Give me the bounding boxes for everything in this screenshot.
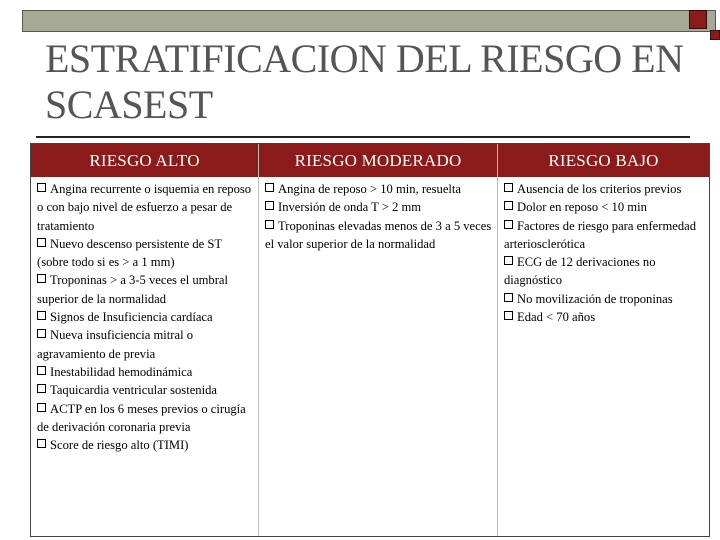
risk-criterion-item <box>504 308 705 326</box>
checkbox-bullet-icon <box>37 384 46 393</box>
checkbox-bullet-icon <box>504 201 513 210</box>
checkbox-bullet-icon <box>37 366 46 375</box>
risk-criterion-text: Nueva insuficiencia mitral o agravamiento de previa <box>37 328 194 361</box>
checkbox-bullet-icon <box>37 403 46 412</box>
risk-criterion-text: ECG de 12 derivaciones no diagnóstico <box>504 255 656 288</box>
risk-criterion-item <box>504 180 705 198</box>
risk-criterion-text: Troponinas elevadas menos de 3 a 5 veces el valor superior de la normalidad <box>265 218 492 251</box>
column-high-risk <box>31 144 258 536</box>
risk-criterion-item <box>37 180 254 235</box>
checkbox-bullet-icon <box>504 183 513 192</box>
risk-criterion-item <box>37 326 254 363</box>
risk-criterion-item <box>265 198 493 216</box>
column-body-moderate-risk <box>259 177 497 253</box>
checkbox-bullet-icon <box>504 256 513 265</box>
risk-criterion-text: Edad < 70 años <box>517 310 596 325</box>
decorative-square-small <box>710 30 720 40</box>
checkbox-bullet-icon <box>504 311 513 320</box>
risk-criterion-text: Score de riesgo alto (TIMI) <box>50 438 189 453</box>
risk-criterion-text: ACTP en los 6 meses previos o cirugía de derivación coronaria previa <box>37 401 246 434</box>
risk-criterion-item <box>37 400 254 437</box>
risk-criterion-text: Angina de reposo > 10 min, resuelta <box>278 182 462 196</box>
column-header-low-risk: RIESGO BAJO <box>498 144 709 177</box>
risk-criterion-item <box>37 235 254 272</box>
checkbox-bullet-icon <box>37 238 46 247</box>
risk-criterion-text: Angina recurrente o isquemia en reposo o con bajo nivel de esfuerzo a pesar de tratamiento <box>37 182 252 233</box>
column-body-low-risk <box>498 177 709 326</box>
column-header-moderate-risk: RIESGO MODERADO <box>259 144 497 177</box>
risk-criterion-item <box>265 217 493 254</box>
column-body-high-risk <box>31 177 258 454</box>
checkbox-bullet-icon <box>37 183 46 192</box>
risk-criterion-text: Inestabilidad hemodinámica <box>50 364 193 379</box>
checkbox-bullet-icon <box>265 220 274 229</box>
checkbox-bullet-icon <box>37 329 46 338</box>
risk-criterion-text: Dolor en reposo < 10 min <box>517 200 647 215</box>
checkbox-bullet-icon <box>37 274 46 283</box>
risk-criterion-item <box>37 271 254 308</box>
risk-criterion-item <box>504 290 705 308</box>
risk-criterion-text: Factores de riesgo para enfermedad arteriosclerótica <box>504 218 697 251</box>
checkbox-bullet-icon <box>37 311 46 320</box>
risk-criterion-item <box>504 217 705 254</box>
risk-criterion-text: Troponinas > a 3-5 veces el umbral superior de la normalidad <box>37 273 229 306</box>
risk-criterion-item <box>265 180 493 198</box>
risk-criterion-item <box>37 381 254 399</box>
risk-criterion-item <box>504 253 705 290</box>
top-decorative-band <box>22 10 716 32</box>
risk-criterion-item <box>504 198 705 216</box>
column-low-risk <box>497 144 709 536</box>
slide-title: ESTRATIFICACION DEL RIESGO EN SCASEST <box>45 36 684 127</box>
risk-criterion-item <box>37 436 254 454</box>
column-moderate-risk <box>258 144 497 536</box>
risk-criterion-text: Nuevo descenso persistente de ST (sobre todo si es > a 1 mm) <box>37 236 222 270</box>
risk-criterion-text: No movilización de troponinas <box>517 291 673 306</box>
checkbox-bullet-icon <box>265 183 274 192</box>
title-divider <box>36 136 690 138</box>
decorative-square-large <box>689 10 707 29</box>
risk-criterion-text: Ausencia de los criterios previos <box>517 182 682 196</box>
risk-criterion-item <box>37 363 254 381</box>
risk-criterion-item <box>37 308 254 326</box>
checkbox-bullet-icon <box>504 220 513 229</box>
checkbox-bullet-icon <box>504 293 513 302</box>
checkbox-bullet-icon <box>37 439 46 448</box>
risk-criterion-text: Taquicardia ventricular sostenida <box>50 383 217 398</box>
risk-criterion-text: Inversión de onda T > 2 mm <box>278 200 422 215</box>
risk-table <box>30 143 710 537</box>
risk-criterion-text: Signos de Insuficiencia cardíaca <box>50 310 213 325</box>
checkbox-bullet-icon <box>265 201 274 210</box>
column-header-high-risk: RIESGO ALTO <box>31 144 258 177</box>
